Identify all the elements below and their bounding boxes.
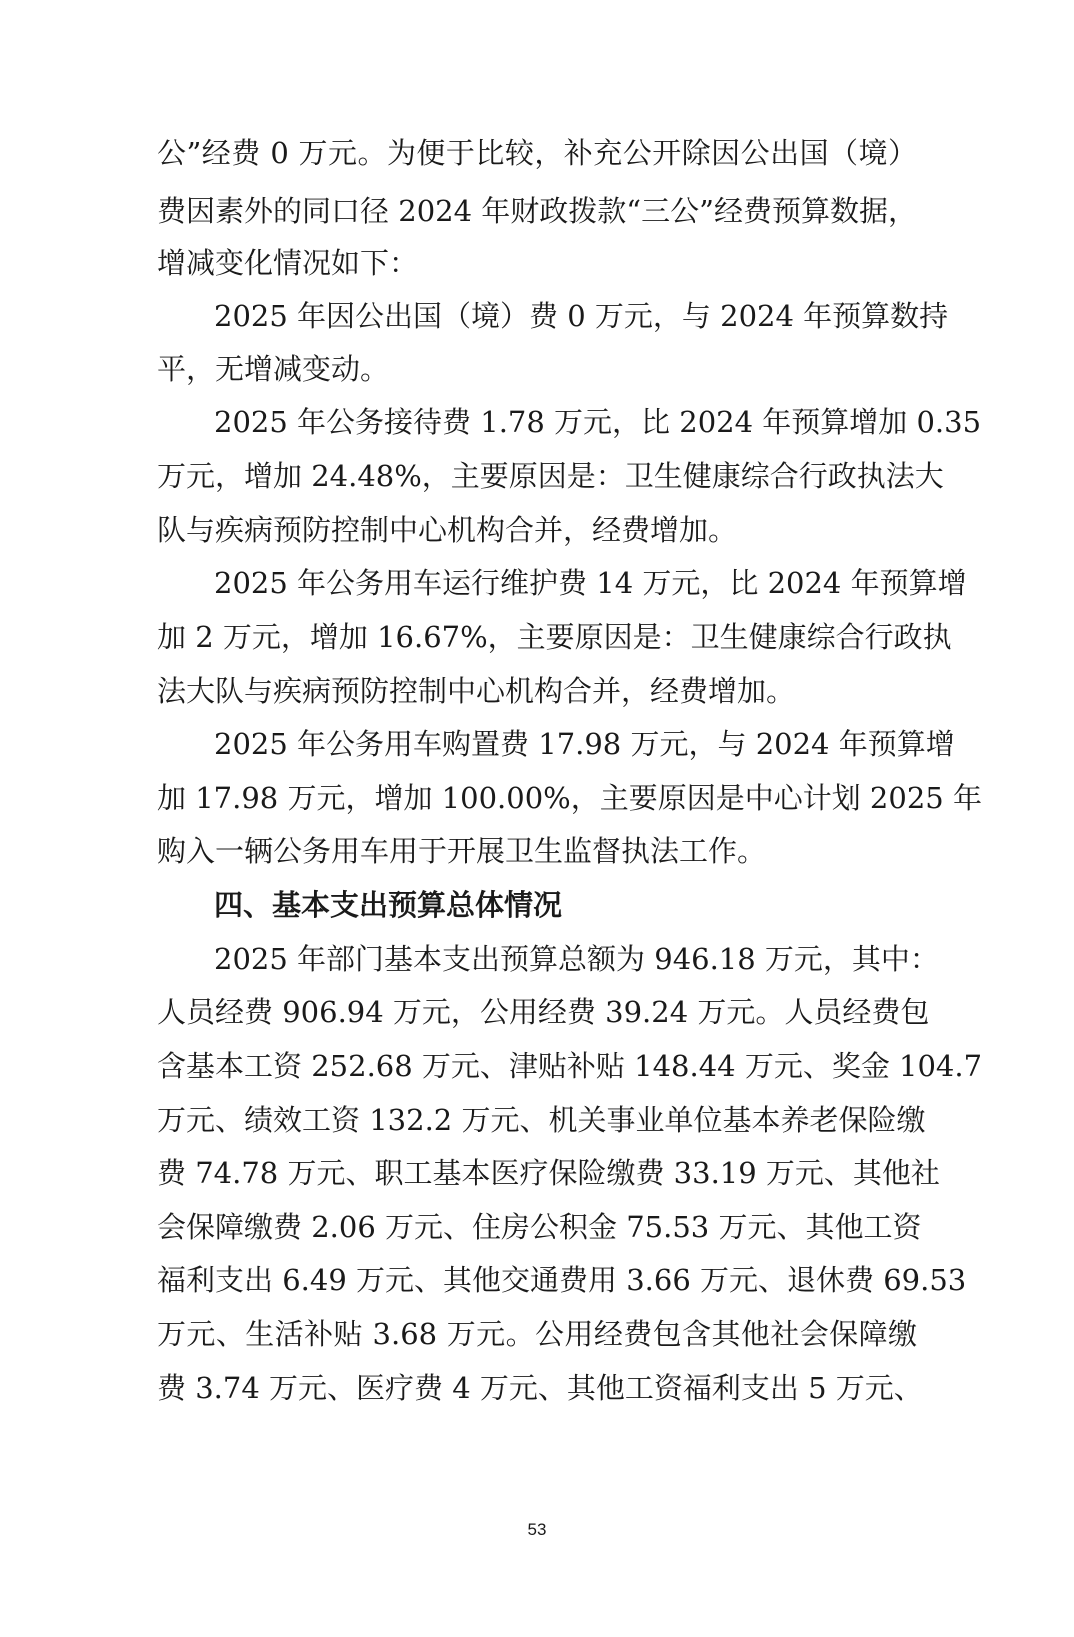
paragraph-first-line: 2025 年公务接待费 1.78 万元，比 2024 年预算增加 0.35 — [214, 405, 982, 439]
paragraph-first-line: 2025 年公务用车购置费 17.98 万元，与 2024 年预算增 — [214, 727, 955, 761]
body-text-line: 加 2 万元，增加 16.67%，主要原因是：卫生健康综合行政执 — [157, 620, 952, 654]
body-text-line: 加 17.98 万元，增加 100.00%，主要原因是中心计划 2025 年 — [157, 781, 982, 815]
body-text-line: 含基本工资 252.68 万元、津贴补贴 148.44 万元、奖金 104.7 — [157, 1049, 983, 1083]
body-text-line: 费 3.74 万元、医疗费 4 万元、其他工资福利支出 5 万元、 — [157, 1371, 923, 1405]
body-text-line: 费 74.78 万元、职工基本医疗保险缴费 33.19 万元、其他社 — [157, 1156, 940, 1190]
body-text-line: 购入一辆公务用车用于开展卫生监督执法工作。 — [157, 834, 767, 868]
body-text-line: 万元，增加 24.48%，主要原因是：卫生健康综合行政执法大 — [157, 459, 944, 493]
body-text-line: 万元、绩效工资 132.2 万元、机关事业单位基本养老保险缴 — [157, 1103, 926, 1137]
body-text-line: 会保障缴费 2.06 万元、住房公积金 75.53 万元、其他工资 — [157, 1210, 922, 1244]
paragraph-first-line: 2025 年公务用车运行维护费 14 万元，比 2024 年预算增 — [214, 566, 967, 600]
body-text-line: 福利支出 6.49 万元、其他交通费用 3.66 万元、退休费 69.53 — [157, 1263, 967, 1297]
section-heading: 四、基本支出预算总体情况 — [214, 888, 563, 922]
paragraph-first-line: 2025 年部门基本支出预算总额为 946.18 万元，其中： — [214, 942, 939, 976]
body-text-line: 增减变化情况如下： — [157, 246, 419, 280]
body-text-line: 人员经费 906.94 万元，公用经费 39.24 万元。人员经费包 — [157, 995, 930, 1029]
body-text-line: 公”经费 0 万元。为便于比较，补充公开除因公出国（境） — [157, 136, 917, 170]
paragraph-first-line: 2025 年因公出国（境）费 0 万元，与 2024 年预算数持 — [214, 299, 949, 333]
body-text-line: 队与疾病预防控制中心机构合并，经费增加。 — [157, 513, 738, 547]
body-text-line: 万元、生活补贴 3.68 万元。公用经费包含其他社会保障缴 — [157, 1317, 917, 1351]
body-text-line: 平，无增减变动。 — [157, 352, 390, 386]
page-number: 53 — [527, 1520, 547, 1539]
body-text-line: 费因素外的同口径 2024 年财政拨款“三公”经费预算数据， — [157, 194, 917, 228]
body-text-line: 法大队与疾病预防控制中心机构合并，经费增加。 — [157, 674, 796, 708]
